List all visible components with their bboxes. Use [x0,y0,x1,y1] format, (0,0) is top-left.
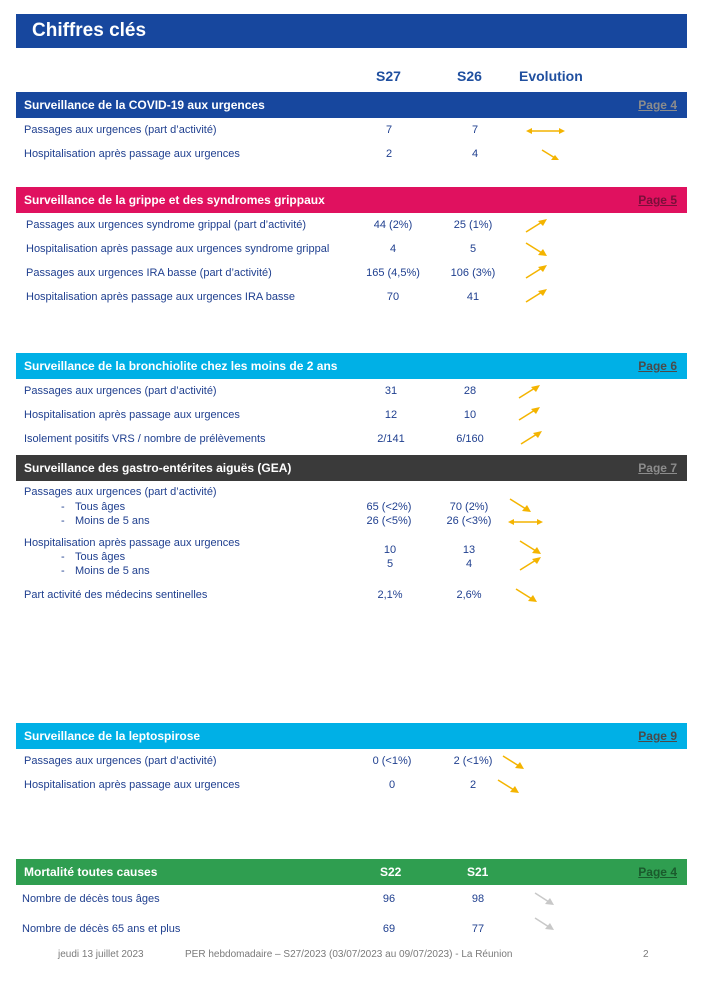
up-arrow-icon [524,216,568,236]
gea-passages-tous-ages-s26: 70 (2%) [449,501,489,513]
section-header-bronchiolite [16,353,687,379]
leptospirose-row-value-s27: 0 [388,779,396,791]
covid-row-value-s27: 7 [385,124,393,136]
bronchiolite-row-label: Passages aux urgences (part d’activité) [24,385,217,397]
mortalite-row-value-s22: 96 [382,893,396,905]
mortalite-column-previous-week: S21 [467,865,489,879]
grippe-row-value-s26: 41 [466,291,480,303]
page-link-bronchiolite[interactable]: Page 6 [638,359,677,373]
leptospirose-row-label: Passages aux urgences (part d’activité) [24,755,217,767]
gea-dash: - [61,501,65,513]
down-arrow-icon [540,146,584,166]
gea-hospit-moins-5-ans-label: Moins de 5 ans [75,565,150,577]
covid-row-value-s26: 4 [471,148,479,160]
bronchiolite-row-value-s27: 31 [384,385,398,397]
section-header-covid [16,92,687,118]
footer-report-title: PER hebdomadaire – S27/2023 (03/07/2023 au 09/07/2023) - La Réunion [185,949,513,960]
mortalite-row-value-s21: 77 [471,923,485,935]
gea-dash: - [61,565,65,577]
grippe-row-value-s26: 25 (1%) [453,219,493,231]
section-title-gea: Surveillance des gastro-entérites aiguës (GEA) [24,461,292,475]
grippe-row-label: Passages aux urgences syndrome grippal (part d’activité) [26,219,307,231]
mortalite-row-label: Nombre de décès tous âges [22,893,160,905]
grippe-row-value-s26: 106 (3%) [450,267,496,279]
section-header-gea [16,455,687,481]
stable-arrow-icon [526,121,570,141]
up-arrow-icon [524,286,568,306]
mortalite-row-value-s22: 69 [382,923,396,935]
mortalite-column-current-week: S22 [380,865,402,879]
grippe-row-label: Passages aux urgences IRA basse (part d’activité) [26,267,272,279]
grippe-row-value-s27: 70 [386,291,400,303]
section-header-grippe [16,187,687,213]
covid-row-value-s27: 2 [385,148,393,160]
leptospirose-row-value-s26: 2 (<1%) [453,755,493,767]
column-header-evolution: Evolution [519,68,583,84]
gea-passages-moins-5-ans-label: Moins de 5 ans [75,515,150,527]
up-arrow-icon [518,554,562,574]
gea-passages-label: Passages aux urgences (part d’activité) [24,486,217,498]
bronchiolite-row-value-s26: 28 [463,385,477,397]
bronchiolite-row-value-s26: 6/160 [456,433,484,445]
stable-arrow-icon [508,512,552,532]
gea-sentinelles-label: Part activité des médecins sentinelles [24,589,208,601]
down-arrow-icon [514,586,558,606]
gea-passages-tous-ages-label: Tous âges [75,501,126,513]
bronchiolite-row-label: Isolement positifs VRS / nombre de prélèvements [24,433,266,445]
gea-passages-moins-5-ans-s27: 26 (<5%) [366,515,412,527]
column-header-previous-week: S26 [457,68,482,84]
up-arrow-icon [517,404,561,424]
gea-hospit-label: Hospitalisation après passage aux urgences [24,537,240,549]
covid-row-value-s26: 7 [471,124,479,136]
page-link-leptospirose[interactable]: Page 9 [638,729,677,743]
gea-hospit-tous-ages-s26: 13 [462,544,476,556]
bronchiolite-row-label: Hospitalisation après passage aux urgences [24,409,240,421]
section-header-mortalite [16,859,687,885]
gea-hospit-moins-5-ans-s27: 5 [386,558,394,570]
page-link-mortalite[interactable]: Page 4 [638,865,677,879]
grippe-row-value-s27: 44 (2%) [373,219,413,231]
gea-sentinelles-s27: 2,1% [377,589,403,601]
column-header-current-week: S27 [376,68,401,84]
bronchiolite-row-value-s27: 2/141 [377,433,405,445]
footer-date: jeudi 13 juillet 2023 [58,949,144,960]
gea-passages-tous-ages-s27: 65 (<2%) [366,501,412,513]
covid-row-label: Passages aux urgences (part d’activité) [24,124,217,136]
mortalite-row-value-s21: 98 [471,893,485,905]
page-title-bar [16,14,687,48]
bronchiolite-row-value-s26: 10 [463,409,477,421]
mortalite-row-label: Nombre de décès 65 ans et plus [22,923,181,935]
leptospirose-row-value-s26: 2 [469,779,477,791]
gea-passages-moins-5-ans-s26: 26 (<3%) [446,515,492,527]
covid-row-label: Hospitalisation après passage aux urgences [24,148,240,160]
gea-sentinelles-s26: 2,6% [456,589,482,601]
page-link-covid[interactable]: Page 4 [638,98,677,112]
gea-dash: - [61,515,65,527]
leptospirose-row-label: Hospitalisation après passage aux urgences [24,779,240,791]
section-title-covid: Surveillance de la COVID-19 aux urgences [24,98,265,112]
leptospirose-row-value-s27: 0 (<1%) [372,755,412,767]
down-arrow-icon [501,753,545,773]
section-title-bronchiolite: Surveillance de la bronchiolite chez les moins de 2 ans [24,359,338,373]
gea-hospit-tous-ages-s27: 10 [383,544,397,556]
grippe-row-label: Hospitalisation après passage aux urgences IRA basse [26,291,296,303]
grippe-row-label: Hospitalisation après passage aux urgences syndrome grippal [26,243,330,255]
up-arrow-icon [519,428,563,448]
page-link-grippe[interactable]: Page 5 [638,193,677,207]
section-title-mortalite: Mortalité toutes causes [24,865,158,879]
up-arrow-icon [517,382,561,402]
down-arrow-icon [533,890,577,910]
page-title: Chiffres clés [32,20,147,41]
page-link-gea[interactable]: Page 7 [638,461,677,475]
footer-page-number: 2 [643,949,649,960]
gea-hospit-tous-ages-label: Tous âges [75,551,126,563]
grippe-row-value-s27: 165 (4,5%) [366,267,420,279]
gea-hospit-moins-5-ans-s26: 4 [465,558,473,570]
down-arrow-icon [496,777,540,797]
down-arrow-icon [524,240,568,260]
bronchiolite-row-value-s27: 12 [384,409,398,421]
grippe-row-value-s26: 5 [469,243,477,255]
up-arrow-icon [524,262,568,282]
grippe-row-value-s27: 4 [389,243,397,255]
down-arrow-icon [533,915,577,935]
section-header-leptospirose [16,723,687,749]
section-title-grippe: Surveillance de la grippe et des syndromes grippaux [24,193,325,207]
gea-dash: - [61,551,65,563]
section-title-leptospirose: Surveillance de la leptospirose [24,729,201,743]
